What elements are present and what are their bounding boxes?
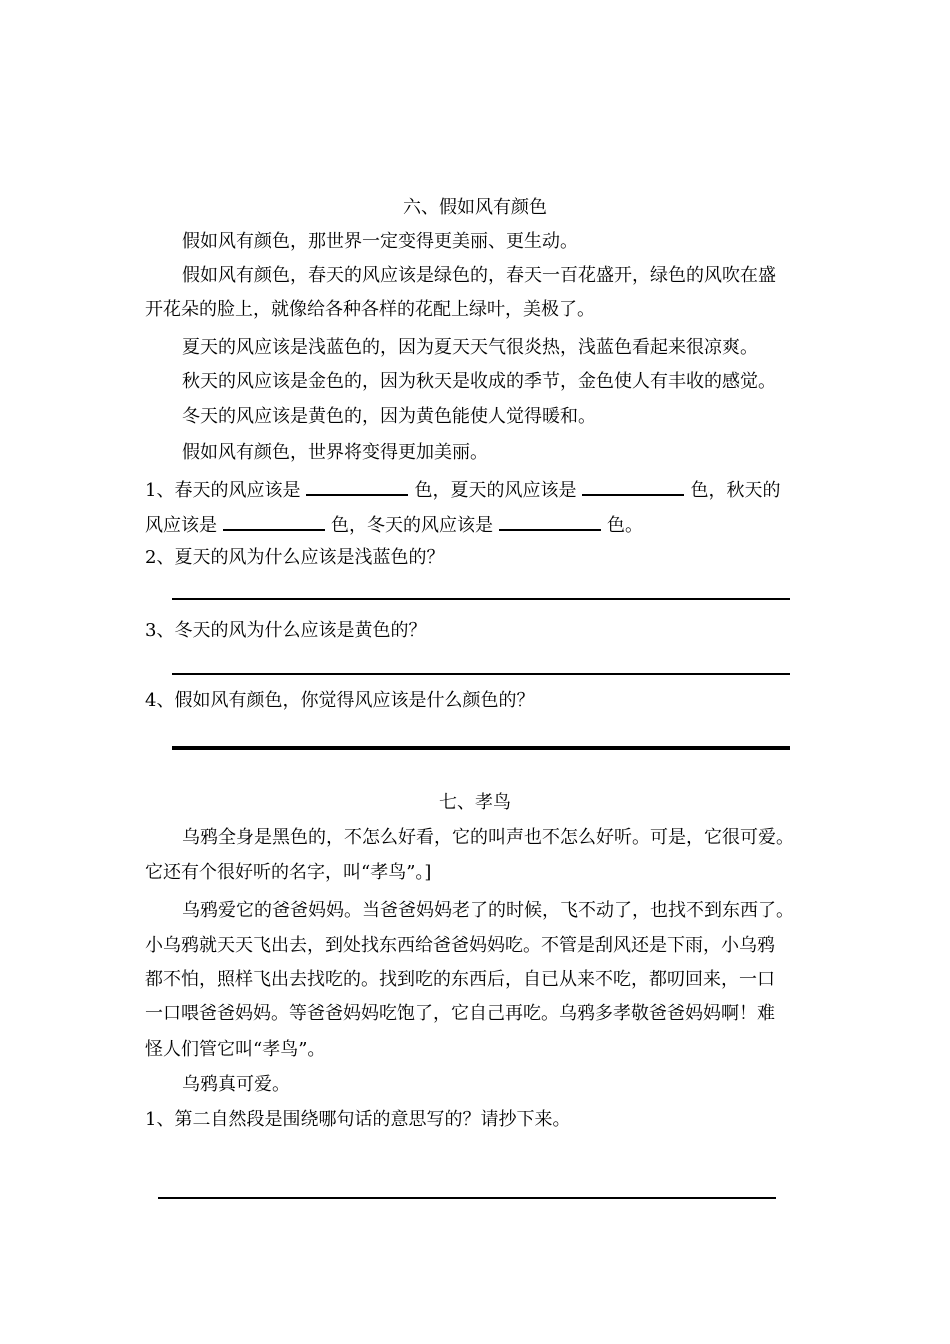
section6-paragraph-4: 秋天的风应该是金色的，因为秋天是收成的季节，金色使人有丰收的感觉。 [182,371,776,392]
answer-blank-autumn[interactable] [223,511,325,531]
q1-text-2: 色，夏天的风应该是 [414,480,577,501]
section7-line-1: 乌鸦全身是黑色的，不怎么好看，它的叫声也不怎么好听。可是，它很可爱。 [182,827,794,848]
section6-question-3: 3、冬天的风为什么应该是黄色的？ [145,620,427,641]
section7-line-5: 都不怕，照样飞出去找吃的。找到吃的东西后，自已从来不吃，都叨回来，一口 [145,969,775,990]
q1-text-4: 风应该是 [145,515,217,536]
section6-paragraph-2-cont: 开花朵的脸上，就像给各种各样的花配上绿叶，美极了。 [145,299,595,320]
q1-text-5: 色，冬天的风应该是 [331,515,493,536]
section7-question-1: 1、第二自然段是围绕哪句话的意思写的？请抄下来。 [145,1109,571,1130]
section6-paragraph-6: 假如风有颜色，世界将变得更加美丽。 [182,442,488,463]
q1-text-3: 色，秋天的 [690,480,781,501]
section6-question-4: 4、假如风有颜色，你觉得风应该是什么颜色的？ [145,690,535,711]
answer-line-q2[interactable] [172,598,790,600]
answer-blank-spring[interactable] [306,476,408,496]
section6-paragraph-2: 假如风有颜色，春天的风应该是绿色的，春天一百花盛开，绿色的风吹在盛 [182,265,776,286]
answer-line-q3[interactable] [172,673,790,675]
answer-line-q4[interactable] [172,746,790,750]
section7-line-3: 乌鸦爱它的爸爸妈妈。当爸爸妈妈老了的时候，飞不动了，也找不到东西了。 [182,900,794,921]
answer-blank-winter[interactable] [499,511,601,531]
answer-blank-summer[interactable] [582,476,684,496]
section7-line-6: 一口喂爸爸妈妈。等爸爸妈妈吃饱了，它自己再吃。乌鸦多孝敬爸爸妈妈啊！难 [145,1003,775,1024]
section7-line-4: 小乌鸦就天天飞出去，到处找东西给爸爸妈妈吃。不管是刮风还是下雨，小乌鸦 [145,935,775,956]
q1-text-6: 色。 [607,515,643,536]
section7-title: 七、孝鸟 [439,792,511,813]
section6-title: 六、假如风有颜色 [403,197,547,218]
section6-question-1-line-1 [145,476,780,503]
section6-paragraph-1: 假如风有颜色，那世界一定变得更美丽、更生动。 [182,231,578,252]
section6-paragraph-3: 夏天的风应该是浅蓝色的，因为夏天天气很炎热，浅蓝色看起来很凉爽。 [182,337,758,358]
q1-text-1: 1、春天的风应该是 [145,480,301,501]
answer-line-s7-q1[interactable] [158,1197,776,1199]
section7-line-7: 怪人们管它叫“孝鸟”。 [145,1039,326,1060]
section7-line-2: 它还有个很好听的名字，叫“孝鸟”。] [145,862,432,883]
section6-question-2: 2、夏天的风为什么应该是浅蓝色的？ [145,547,445,568]
section6-paragraph-5: 冬天的风应该是黄色的，因为黄色能使人觉得暖和。 [182,406,596,427]
section6-question-1-line-2 [145,511,643,538]
section7-line-8: 乌鸦真可爱。 [182,1074,290,1095]
